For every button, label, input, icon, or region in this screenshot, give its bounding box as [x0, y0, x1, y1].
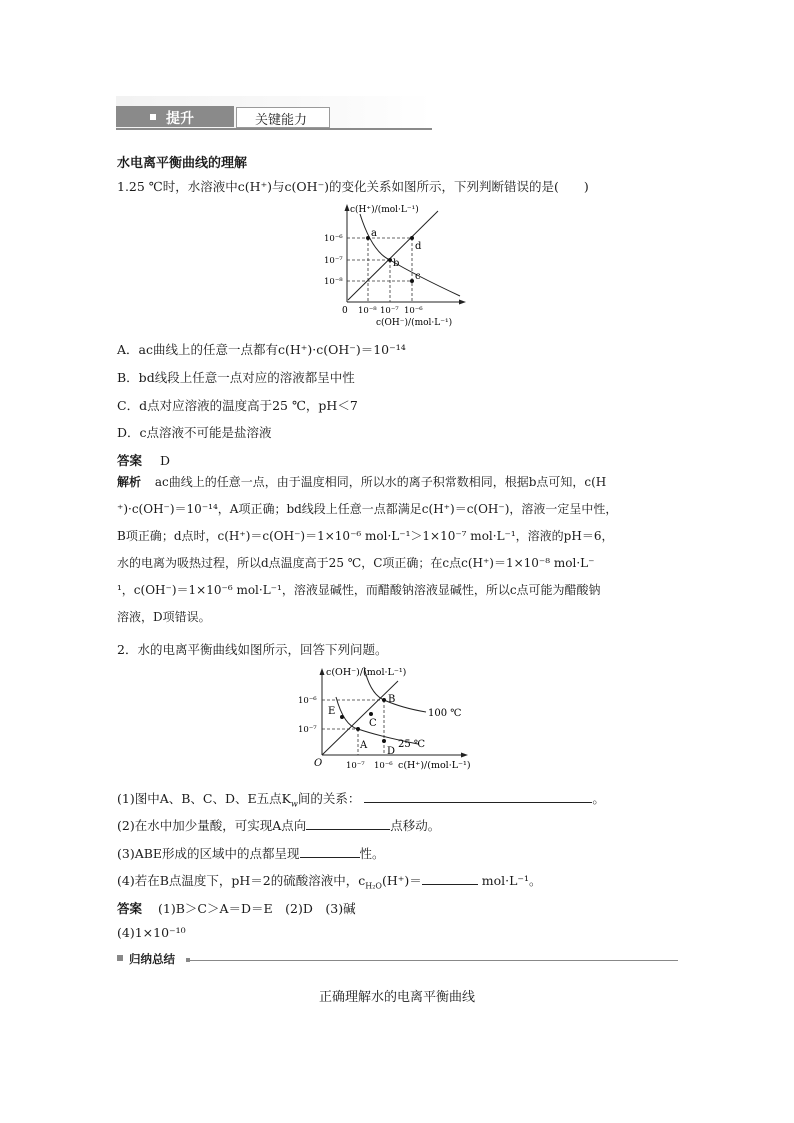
banner-underline [116, 128, 432, 130]
q1-option-b: B．bd线段上任意一点对应的溶液都呈中性 [117, 370, 355, 385]
answer-blank[interactable] [306, 817, 390, 830]
q1-origin-label: 0 [342, 306, 348, 316]
q2-answer-line2: (4)1×10⁻¹⁰ [117, 925, 186, 940]
subq-text: 点移动。 [390, 818, 441, 833]
q1-point-label: a [371, 228, 377, 239]
q2-x-axis-label: c(H⁺)/(mol·L⁻¹) [398, 760, 471, 771]
q2-subquestion-4 [117, 871, 542, 891]
q1-analysis-line [117, 469, 606, 496]
answer-value: D [160, 453, 171, 468]
section-title: 水电离平衡曲线的理解 [117, 156, 248, 171]
q1-option-c: C．d点对应溶液的温度高于25 ℃，pH＜7 [117, 398, 358, 413]
q2-point-label: C [369, 718, 377, 729]
q2-subquestion-1 [117, 789, 605, 809]
q2-origin-label: O [314, 758, 323, 769]
summary-divider [190, 960, 678, 961]
q2-y-tick: 10⁻⁶ [298, 696, 317, 706]
q1-analysis-line: 水的电离为吸热过程，所以d点温度高于25 ℃，C项正确；在c点c(H⁺)＝1×10⁻⁸ mol·L⁻ [117, 556, 595, 570]
q2-y-axis-label: c(OH⁻)/(mol·L⁻¹) [326, 667, 407, 678]
analysis-text: ac曲线上的任意一点，由于温度相同，所以水的离子积常数相同，根据b点可知，c(H [154, 475, 607, 489]
answer-blank[interactable] [300, 845, 360, 858]
answer-label: 答案 [117, 453, 143, 468]
q2-answer [117, 899, 356, 917]
subq-text: 间的关系： [297, 791, 361, 806]
subq-subscript: H₂O [365, 881, 382, 891]
q2-y-tick: 10⁻⁷ [298, 725, 317, 735]
q1-figure [320, 200, 480, 332]
q2-figure [294, 662, 504, 778]
q1-x-tick: 10⁻⁶ [404, 306, 423, 316]
subq-text: mol·L⁻¹。 [477, 873, 542, 888]
banner-left-label: 提升 [166, 111, 194, 127]
subq-text: (2)在水中加少量酸，可实现A点向 [117, 818, 307, 833]
subq-text: (3)ABE形成的区域中的点都呈现 [117, 846, 300, 861]
analysis-label: 解析 [117, 475, 142, 489]
banner-right-label: 关键能力 [255, 113, 308, 128]
answer-blank[interactable] [422, 872, 478, 885]
q1-option-a: A．ac曲线上的任意一点都有c(H⁺)·c(OH⁻)＝10⁻¹⁴ [117, 342, 406, 357]
q1-point-label: d [415, 241, 422, 252]
q1-point-label: b [393, 258, 400, 269]
answer-label: 答案 [117, 901, 143, 916]
subq-subscript: w [290, 799, 298, 809]
q2-x-tick: 10⁻⁷ [346, 761, 365, 771]
q1-analysis-line: 溶液，D项错误。 [117, 610, 211, 624]
q2-curve-label: 100 ℃ [428, 708, 462, 719]
q2-x-tick: 10⁻⁶ [374, 761, 393, 771]
square-bullet-icon [150, 114, 156, 120]
q2-subquestion-3 [117, 844, 385, 862]
summary-bullet-icon [117, 955, 123, 961]
summary-label: 归纳总结 [129, 952, 175, 966]
subq-text: (H⁺)＝ [382, 873, 422, 888]
q1-x-tick: 10⁻⁸ [358, 306, 377, 316]
q2-stem: 2．水的电离平衡曲线如图所示，回答下列问题。 [117, 642, 388, 657]
q2-curve-label: 25 ℃ [398, 739, 426, 750]
q2-point-label: D [387, 746, 396, 757]
q2-point-label: E [328, 706, 336, 717]
subq-text: 性。 [359, 846, 385, 861]
banner-tag-light [236, 107, 330, 128]
subq-text: (1)图中A、B、C、D、E五点K [117, 791, 291, 806]
q1-y-axis-label: c(H⁺)/(mol·L⁻¹) [350, 205, 419, 215]
answer-blank[interactable] [364, 790, 592, 803]
q1-x-tick: 10⁻⁷ [380, 306, 399, 316]
q1-y-tick: 10⁻⁶ [324, 234, 343, 244]
q1-analysis-line: B项正确；d点时，c(H⁺)＝c(OH⁻)＝1×10⁻⁶ mol·L⁻¹＞1×10⁻⁷ mol·L⁻¹，溶液的pH＝6， [117, 529, 614, 543]
subq-text: (4)若在B点温度下，pH＝2的硫酸溶液中，c [117, 873, 366, 888]
q2-subquestion-2 [117, 816, 440, 834]
q1-stem: 1.25 ℃时，水溶液中c(H⁺)与c(OH⁻)的变化关系如图所示，下列判断错误的是( ) [117, 179, 589, 194]
q1-y-tick: 10⁻⁸ [324, 277, 343, 287]
q1-y-tick: 10⁻⁷ [324, 256, 343, 266]
q1-answer [117, 451, 170, 469]
q1-option-d: D．c点溶液不可能是盐溶液 [117, 425, 272, 440]
q1-analysis-line: ⁺)·c(OH⁻)＝10⁻¹⁴，A项正确；bd线段上任意一点都满足c(H⁺)＝c(OH⁻)，溶液一定呈中性， [117, 502, 618, 516]
q2-point-label: A [360, 740, 368, 751]
summary-title: 正确理解水的电离平衡曲线 [318, 990, 475, 1005]
banner-tag-dark [116, 106, 234, 127]
q1-x-axis-label: c(OH⁻)/(mol·L⁻¹) [376, 318, 453, 328]
q2-point-label: B [388, 694, 396, 705]
subq-text: 。 [592, 791, 605, 806]
q1-analysis-line: ¹，c(OH⁻)＝1×10⁻⁶ mol·L⁻¹，溶液显碱性，而醋酸钠溶液显碱性，所以c点可能为醋酸钠 [117, 583, 601, 597]
q1-point-label: c [415, 271, 421, 282]
answer-value: (1)B＞C＞A＝D＝E (2)D (3)碱 [158, 901, 356, 916]
